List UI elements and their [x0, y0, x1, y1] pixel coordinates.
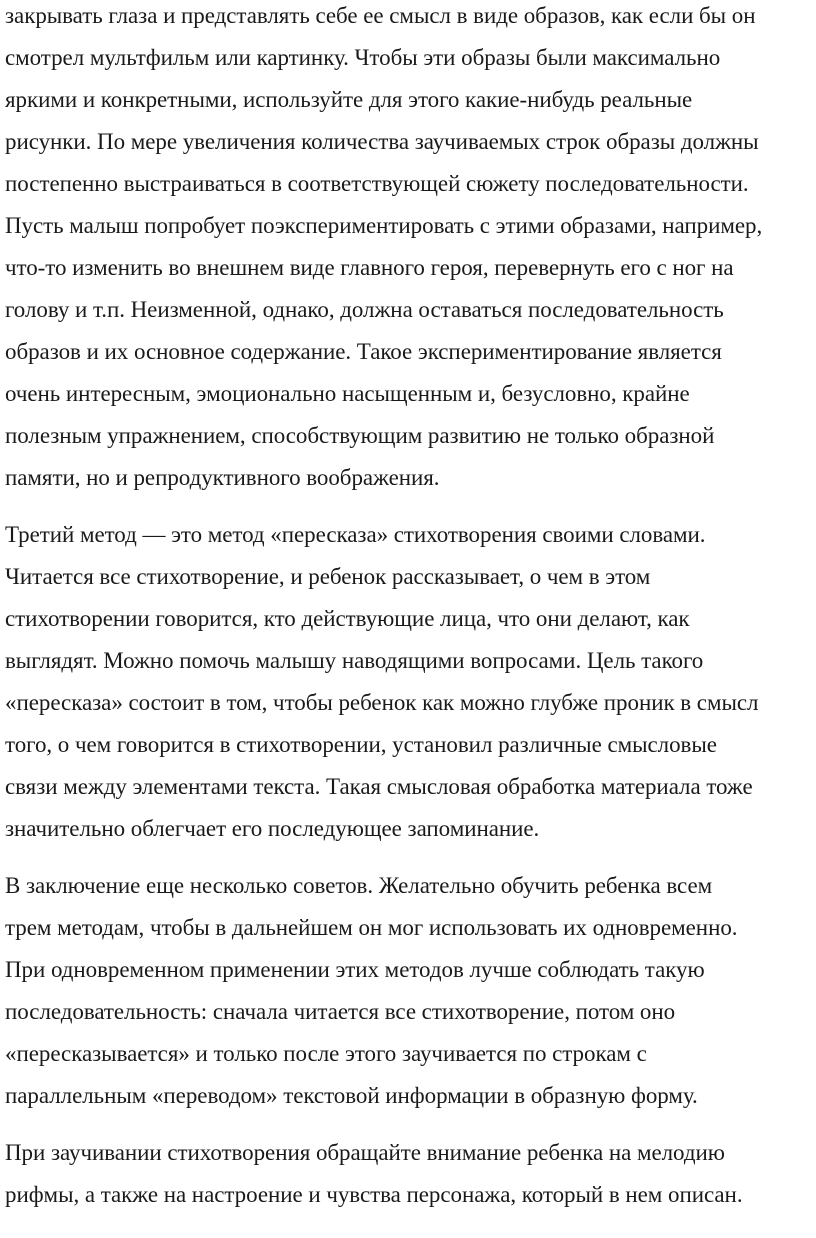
text-line: В заключение еще несколько советов. Желательно обучить ребенка всем [5, 873, 713, 898]
text-line: памяти, но и репродуктивного воображения. [5, 465, 440, 490]
text-line: того, о чем говорится в стихотворении, установил различные смысловые [5, 732, 717, 757]
text-line: что-то изменить во внешнем виде главного героя, перевернуть его с ног на [5, 255, 734, 280]
text-line: яркими и конкретными, используйте для этого какие-нибудь реальные [5, 87, 693, 112]
text-line: трем методам, чтобы в дальнейшем он мог использовать их одновременно. [5, 915, 738, 940]
text-line: При заучивании стихотворения обращайте внимание ребенка на мелодию [5, 1140, 725, 1165]
text-line: связи между элементами текста. Такая смысловая обработка материала тоже [5, 774, 753, 799]
text-line: последовательность: сначала читается все стихотворение, потом оно [5, 999, 676, 1024]
text-line: Третий метод — это метод «пересказа» стихотворения своими словами. [5, 522, 706, 547]
text-line: стихотворении говорится, кто действующие лица, что они делают, как [5, 606, 690, 631]
text-line: голову и т.п. Неизменной, однако, должна оставаться последовательность [5, 297, 724, 322]
text-line: выглядят. Можно помочь малышу наводящими вопросами. Цель такого [5, 648, 704, 673]
text-line: параллельным «переводом» текстовой информации в образную форму. [5, 1083, 698, 1108]
text-line: очень интересным, эмоционально насыщенным и, безусловно, крайне [5, 381, 690, 406]
text-line: постепенно выстраиваться в соответствующей сюжету последовательности. [5, 171, 749, 196]
text-line: При одновременном применении этих методов лучше соблюдать такую [5, 957, 705, 982]
text-line: образов и их основное содержание. Такое экспериментирование является [5, 339, 722, 364]
text-line: закрывать глаза и представлять себе ее смысл в виде образов, как если бы он [5, 3, 756, 28]
text-line: Читается все стихотворение, и ребенок рассказывает, о чем в этом [5, 564, 651, 589]
text-line: рифмы, а также на настроение и чувства персонажа, который в нем описан. [5, 1182, 743, 1207]
text-line: Пусть малыш попробует поэкспериментировать с этими образами, например, [5, 213, 763, 238]
text-line: «пересказывается» и только после этого заучивается по строкам с [5, 1041, 647, 1066]
text-line: «пересказа» состоит в том, чтобы ребенок как можно глубже проник в смысл [5, 690, 759, 715]
text-line: полезным упражнением, способствующим развитию не только образной [5, 423, 715, 448]
text-line: смотрел мультфильм или картинку. Чтобы эти образы были максимально [5, 45, 721, 70]
text-line: рисунки. По мере увеличения количества заучиваемых строк образы должны [5, 129, 759, 154]
text-line: значительно облегчает его последующее запоминание. [5, 816, 540, 841]
